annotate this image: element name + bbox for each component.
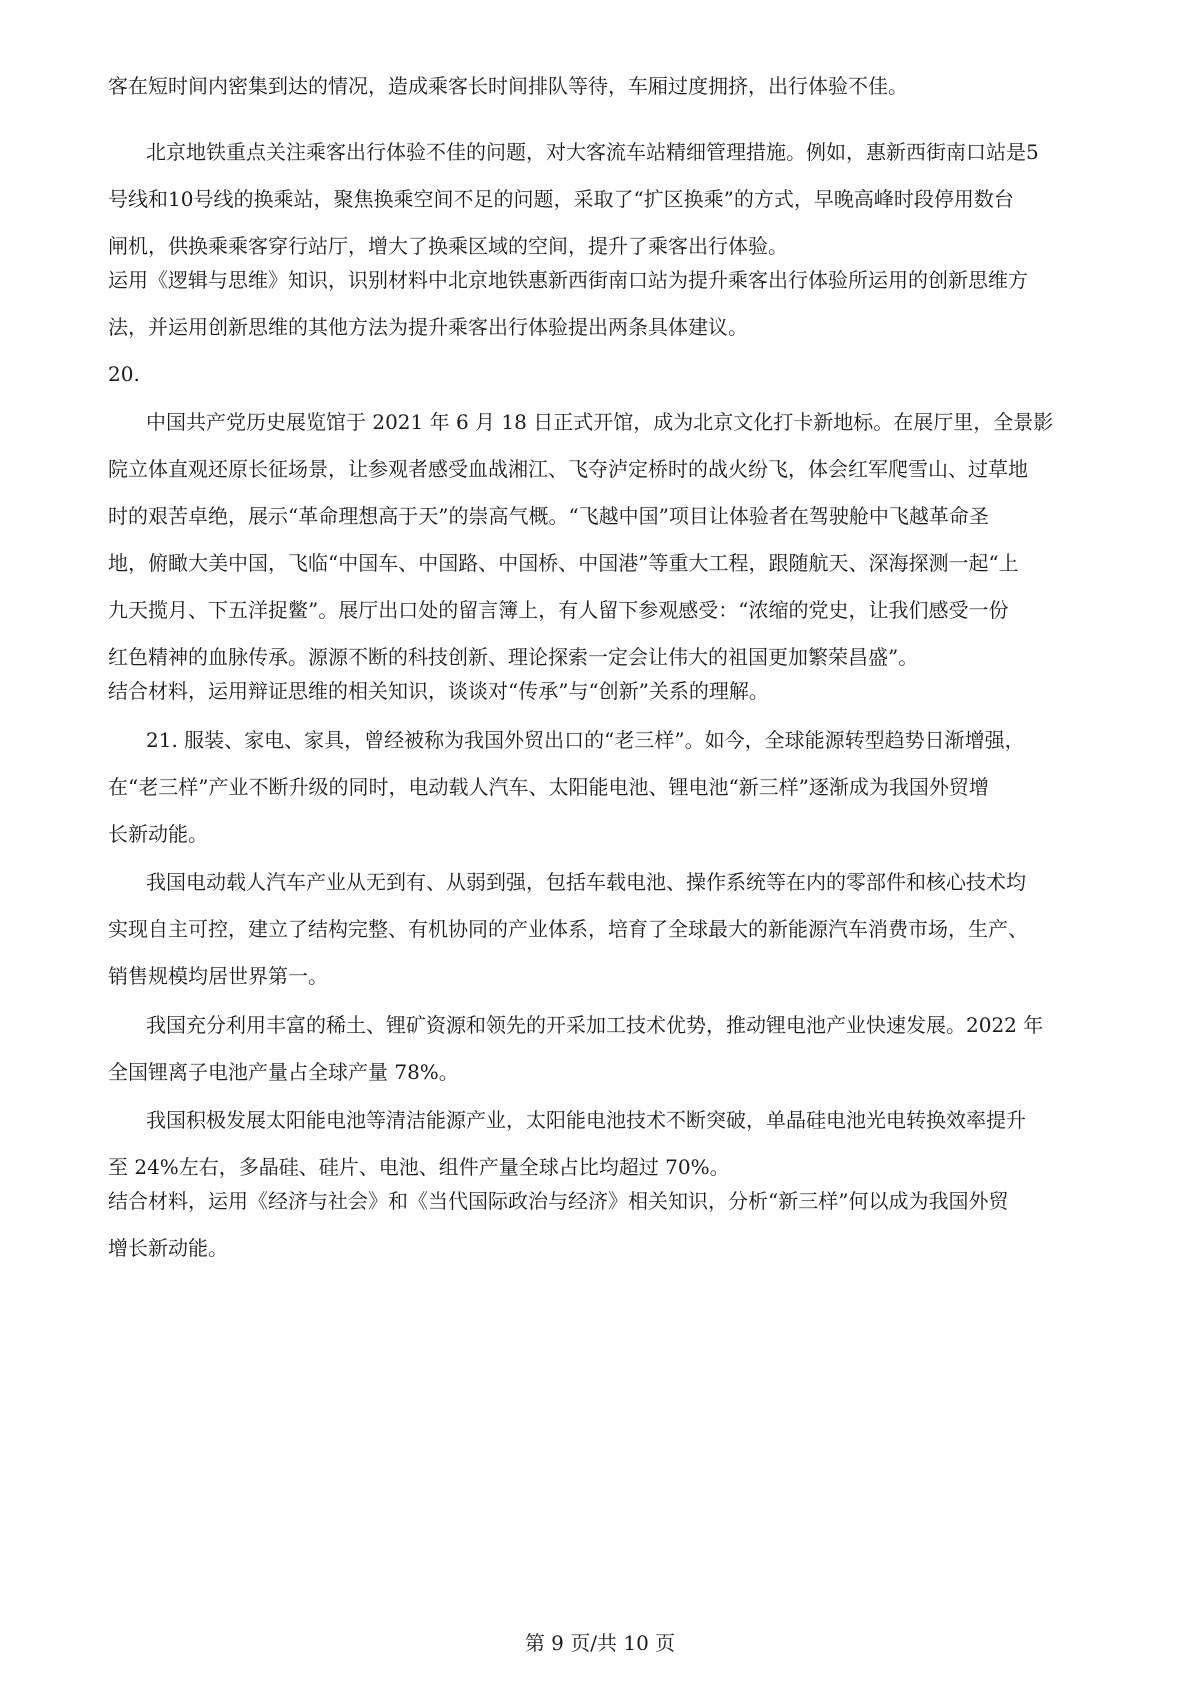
text-line: 我国电动载人汽车产业从无到有、从弱到强，包括车载电池、操作系统等在内的零部件和核心技术均 [146,870,1026,894]
text-line: 中国共产党历史展览馆于 2021 年 6 月 18 日正式开馆，成为北京文化打卡新地标。在展厅里，全景影 [146,410,1054,434]
text-line: 北京地铁重点关注乘客出行体验不佳的问题，对大客流车站精细管理措施。例如，惠新西街南口站是5 [146,140,1039,164]
text-line: 地，俯瞰大美中国，飞临“中国车、中国路、中国桥、中国港”等重大工程，跟随航天、深海探测一起“上 [108,551,1019,575]
text-line: 至 24%左右，多晶硅、硅片、电池、组件产量全球占比均超过 70%。 [108,1155,730,1179]
text-line: 在“老三样”产业不断升级的同时，电动载人汽车、太阳能电池、锂电池“新三样”逐渐成为我国外贸增 [108,775,989,799]
text-line: 号线和10号线的换乘站，聚焦换乘空间不足的问题，采取了“扩区换乘”的方式，早晚高峰时段停用数台 [108,187,1014,211]
text-line: 我国积极发展太阳能电池等清洁能源产业，太阳能电池技术不断突破，单晶硅电池光电转换效率提升 [146,1108,1026,1132]
text-line: 运用《逻辑与思维》知识，识别材料中北京地铁惠新西街南口站为提升乘客出行体验所运用的创新思维方 [108,268,1028,292]
text-line: 闸机，供换乘乘客穿行站厅，增大了换乘区域的空间，提升了乘客出行体验。 [108,234,788,258]
text-line: 客在短时间内密集到达的情况，造成乘客长时间排队等待，车厢过度拥挤，出行体验不佳。 [108,74,908,98]
text-line: 长新动能。 [108,822,208,846]
text-line: 结合材料，运用《经济与社会》和《当代国际政治与经济》相关知识，分析“新三样”何以成为我国外贸 [108,1189,1009,1213]
text-line: 法，并运用创新思维的其他方法为提升乘客出行体验提出两条具体建议。 [108,315,748,339]
text-line: 结合材料，运用辩证思维的相关知识，谈谈对“传承”与“创新”关系的理解。 [108,679,769,703]
text-line: 院立体直观还原长征场景，让参观者感受血战湘江、飞夺泸定桥时的战火纷飞，体会红军爬雪山、过草地 [108,457,1028,481]
question-21-text: 21. 服装、家电、家具，曾经被称为我国外贸出口的“老三样”。如今，全球能源转型趋势日渐增强， [146,728,1025,752]
text-line: 实现自主可控，建立了结构完整、有机协同的产业体系，培育了全球最大的新能源汽车消费市场，生产、 [108,917,1028,941]
text-line: 全国锂离子电池产量占全球产量 78%。 [108,1060,459,1084]
text-line: 红色精神的血脉传承。源源不断的科技创新、理论探索一定会让伟大的祖国更加繁荣昌盛”。 [108,645,919,669]
page-footer: 第 9 页/共 10 页 [524,1631,676,1655]
text-line: 销售规模均居世界第一。 [108,964,328,988]
text-line: 增长新动能。 [108,1236,228,1260]
text-line: 九天揽月、下五洋捉鳖”。展厅出口处的留言簿上，有人留下参观感受：“浓缩的党史，让我们感受一份 [108,598,1009,622]
text-line: 我国充分利用丰富的稀土、锂矿资源和领先的开采加工技术优势，推动锂电池产业快速发展。2022 年 [146,1013,1044,1037]
text-line: 时的艰苦卓绝，展示“革命理想高于天”的崇高气概。“飞越中国”项目让体验者在驾驶舱中飞越革命圣 [108,504,989,528]
question-number: 20. [108,362,140,386]
